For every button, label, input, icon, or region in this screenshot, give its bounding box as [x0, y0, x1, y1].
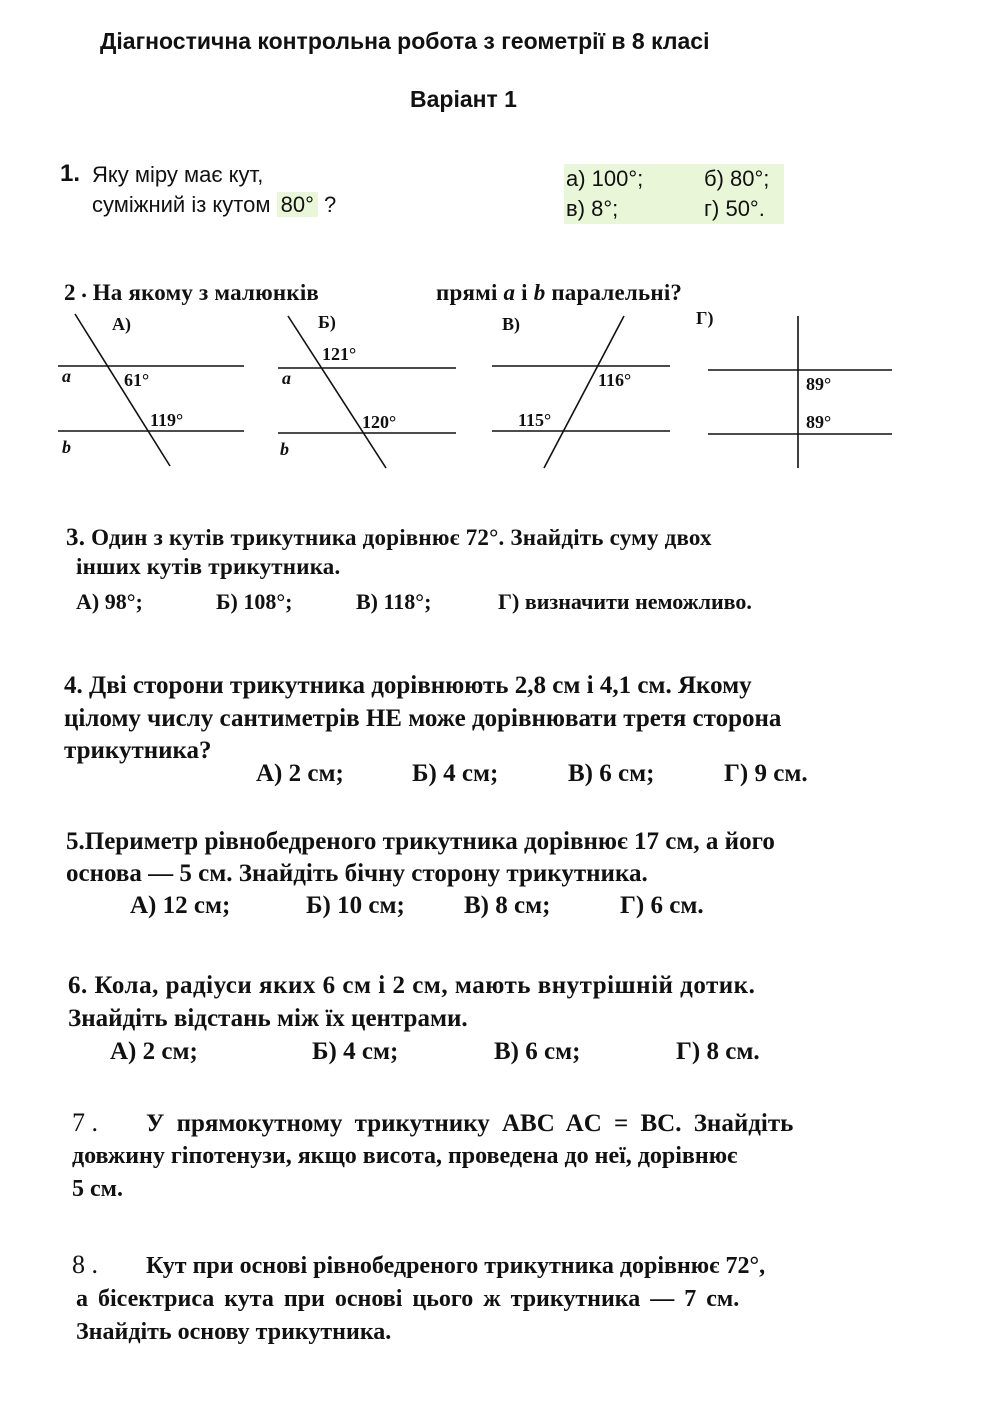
angle-label: 115°	[518, 410, 552, 430]
question-text-part: прямі	[436, 280, 498, 305]
figure-b	[278, 312, 456, 468]
figures	[0, 0, 987, 480]
question-text: Знайдіть основу трикутника.	[76, 1319, 392, 1345]
figure-label: В)	[502, 314, 520, 334]
answer-option-d: Г) 8 см.	[676, 1038, 760, 1065]
question-text	[66, 524, 712, 552]
answer-option-a: А) 2 см;	[256, 760, 344, 787]
angle-label: 119°	[150, 410, 184, 430]
question-number: 1.	[60, 160, 81, 187]
question-number: 4.	[64, 672, 83, 699]
question-text: цілому числу сантиметрів НЕ може дорівнювати третя сторона	[64, 705, 782, 732]
line-b-label: b	[280, 439, 289, 459]
answer-option-c: В) 6 см;	[568, 760, 655, 787]
question-text: довжину гіпотенузи, якщо висота, проведена до неї, дорівнює	[72, 1143, 738, 1169]
angle-label: 116°	[598, 370, 632, 390]
question-text-part: паралельні?	[551, 280, 683, 305]
highlighted-angle: 80°	[277, 192, 318, 217]
question-number: 7 .	[72, 1108, 98, 1137]
question-text-part: Дві сторони трикутника дорівнюють 2,8 см і 4,1 см. Якому	[89, 672, 752, 699]
answer-option-d: Г) 6 см.	[620, 892, 704, 919]
figure-label: Г)	[696, 308, 714, 328]
angle-label: 120°	[362, 412, 397, 432]
transversal	[544, 316, 624, 468]
question-number: 2	[64, 280, 76, 305]
question-number: 8 .	[72, 1250, 98, 1279]
question-text: трикутника?	[64, 737, 212, 764]
angle-label: 61°	[124, 370, 150, 390]
answer-option-b: Б) 4 см;	[412, 760, 499, 787]
question-text	[66, 828, 775, 856]
angle-label: 89°	[806, 412, 832, 432]
answer-option-c: В) 6 см;	[494, 1038, 581, 1065]
question-text	[68, 972, 755, 1000]
question-text	[64, 672, 752, 700]
question-text: 5 см.	[72, 1176, 123, 1202]
angle-label: 89°	[806, 374, 832, 394]
question-text-part: суміжний із кутом	[92, 192, 271, 217]
line-a-label: a	[62, 366, 71, 386]
question-text: Кут при основі рівнобедреного трикутника дорівнює 72°,	[146, 1253, 766, 1279]
transversal	[75, 314, 170, 466]
answer-option-a: А) 12 см;	[130, 892, 231, 919]
angle-label: 121°	[322, 344, 357, 364]
question-number: 6.	[68, 972, 88, 999]
figure-label: Б)	[318, 312, 336, 332]
question-number: 3.	[66, 524, 86, 551]
answer-option-c: В) 8 см;	[464, 892, 551, 919]
line-a-label: a	[282, 368, 291, 388]
question-text: Знайдіть відстань між їх центрами.	[68, 1005, 468, 1032]
answer-option-a: А) 98°;	[76, 589, 143, 614]
answer-option-d: Г) 9 см.	[724, 760, 808, 787]
question-text: а бісектриса кута при основі цього ж трикутника — 7 см.	[76, 1286, 740, 1312]
question-text: 2 • На якому з малюнків	[64, 280, 320, 305]
answer-option-b: б) 80°;	[704, 166, 770, 191]
question-text: У прямокутному трикутнику ABC AC = BC. Знайдіть	[146, 1110, 794, 1137]
answer-option-d: Г) визначити неможливо.	[498, 589, 752, 614]
answer-option-c: в) 8°;	[566, 196, 619, 221]
question-text-part: Периметр рівнобедреного трикутника дорівнює 17 см, а його	[84, 828, 775, 855]
figure-d	[696, 308, 892, 468]
transversal	[288, 316, 386, 468]
answer-option-b: Б) 10 см;	[306, 892, 405, 919]
answer-option-d: г) 50°.	[704, 196, 765, 221]
question-text: основа — 5 см. Знайдіть бічну сторону трикутника.	[66, 860, 648, 887]
question-text: інших кутів трикутника.	[76, 554, 341, 579]
figure-a	[58, 314, 244, 466]
page-title: Діагностична контрольна робота з геометрії в 8 класі	[100, 28, 710, 54]
question-text: Яку міру має кут,	[92, 162, 264, 187]
question-text-part: Один з кутів трикутника дорівнює 72°. Знайдіть суму двох	[91, 525, 712, 550]
answer-option-c: В) 118°;	[356, 589, 432, 614]
question-mark: ?	[324, 192, 337, 217]
variant-label: Варіант 1	[410, 86, 517, 112]
question-text-part: Кола, радіуси яких 6 см і 2 см, мають внутрішній дотик.	[94, 972, 756, 999]
line-b-label: b	[62, 437, 71, 457]
line-a-label: a	[503, 280, 516, 305]
answer-option-b: Б) 4 см;	[312, 1038, 399, 1065]
question-number: 5.	[66, 828, 85, 855]
answer-option-a: А) 2 см;	[110, 1038, 198, 1065]
question-text-part: і	[521, 280, 528, 305]
answer-option-a: а) 100°;	[566, 166, 644, 191]
answer-option-b: Б) 108°;	[216, 589, 293, 614]
line-b-label: b	[533, 280, 546, 305]
question-text-part: На якому з малюнків	[92, 280, 320, 305]
figure-label: А)	[112, 314, 131, 334]
figure-c	[492, 314, 670, 468]
